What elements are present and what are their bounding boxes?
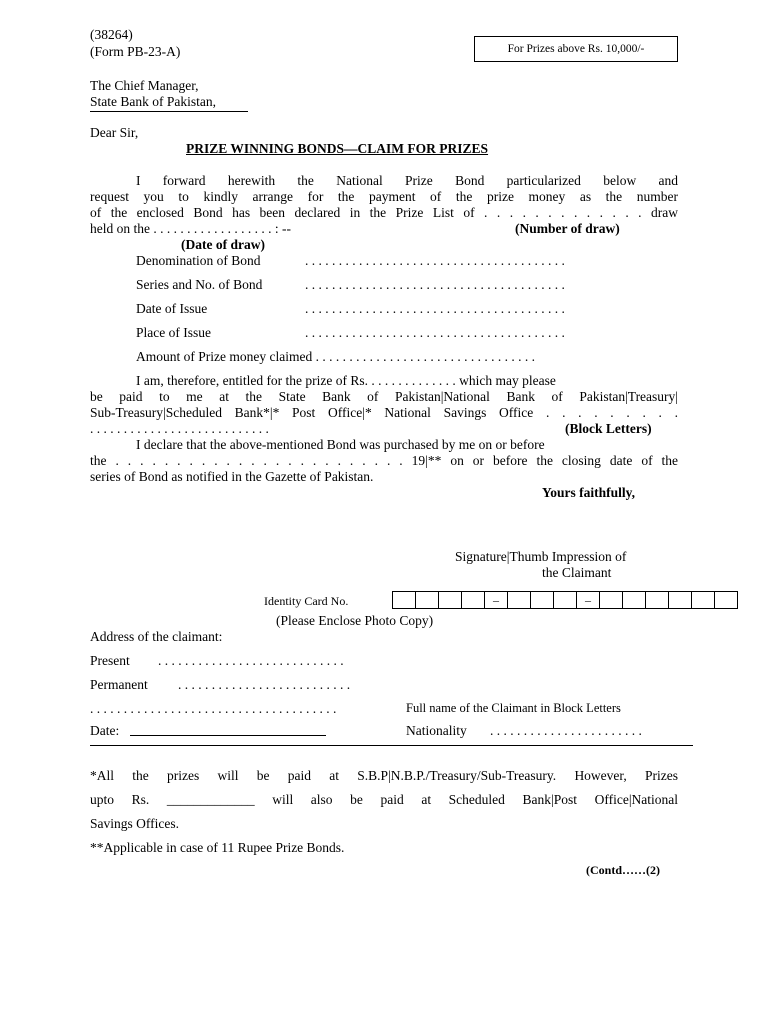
id-cell[interactable] xyxy=(530,591,554,609)
signature-claimant: the Claimant xyxy=(542,565,612,580)
present-address-label: Present xyxy=(90,653,130,668)
addressee-title: The Chief Manager, xyxy=(90,78,199,93)
id-cell[interactable] xyxy=(714,591,738,609)
field-series-label: Series and No. of Bond xyxy=(136,277,263,292)
field-amount-claimed: Amount of Prize money claimed . . . . . . . . . . . . . . . . . . . . . . . . . . . . . . . . . xyxy=(136,349,535,364)
identity-card-label: Identity Card No. xyxy=(264,594,349,608)
addressee-underline xyxy=(90,111,248,112)
footnote-line1: *All the prizes will be paid at S.B.P|N.B.P./Treasury/Sub-Treasury. However, Prizes xyxy=(90,768,679,783)
permanent-address-label: Permanent xyxy=(90,677,148,692)
field-date-issue-dots: . . . . . . . . . . . . . . . . . . . . . . . . . . . . . . . . . . . . . . . xyxy=(305,301,565,316)
nationality-field[interactable]: . . . . . . . . . . . . . . . . . . . . . . . xyxy=(490,723,642,738)
date-of-draw-label: (Date of draw) xyxy=(181,237,265,252)
field-denomination-label: Denomination of Bond xyxy=(136,253,261,268)
form-code: (Form PB-23-A) xyxy=(90,44,181,59)
para3-line3: series of Bond as notified in the Gazette of Pakistan. xyxy=(90,469,374,484)
photo-copy-note: (Please Enclose Photo Copy) xyxy=(276,613,434,628)
reference-number: (38264) xyxy=(90,27,133,42)
date-field[interactable] xyxy=(130,735,326,736)
field-place-issue-label: Place of Issue xyxy=(136,325,211,340)
address-heading: Address of the claimant: xyxy=(90,629,223,644)
para1-line2: request you to kindly arrange for the payment of the prize money as the number xyxy=(90,189,678,204)
section-divider xyxy=(90,745,693,746)
para3-line1: I declare that the above-mentioned Bond was purchased by me on or before xyxy=(136,437,545,452)
form-title: PRIZE WINNING BONDS—CLAIM FOR PRIZES xyxy=(186,141,489,156)
closing-yours-faithfully: Yours faithfully, xyxy=(542,485,636,500)
present-address-field[interactable]: . . . . . . . . . . . . . . . . . . . . . . . . . . . . xyxy=(158,653,344,668)
identity-card-input[interactable] xyxy=(392,591,738,609)
id-cell[interactable] xyxy=(599,591,623,609)
id-cell[interactable] xyxy=(415,591,439,609)
field-denomination-dots: . . . . . . . . . . . . . . . . . . . . . . . . . . . . . . . . . . . . . . . xyxy=(305,253,565,268)
para3-line2: the . . . . . . . . . . . . . . . . . . . . . . . . 19|** on or before the closing date of the xyxy=(90,453,679,468)
field-place-issue-dots: . . . . . . . . . . . . . . . . . . . . . . . . . . . . . . . . . . . . . . . xyxy=(305,325,565,340)
field-date-issue-label: Date of Issue xyxy=(136,301,208,316)
id-cell[interactable] xyxy=(691,591,715,609)
draw-held-on: held on the . . . . . . . . . . . . . . . . . . : -- xyxy=(90,221,291,236)
fullname-label: Full name of the Claimant in Block Letters xyxy=(406,701,621,715)
para1-line3: of the enclosed Bond has been declared in the Prize List of . . . . . . . . . . . . . draw xyxy=(90,205,678,220)
para2-dots: . . . . . . . . . . . . . . . . . . . . . . . . . . . xyxy=(90,421,269,436)
para2-line3: Sub-Treasury|Scheduled Bank*|* Post Office|* National Savings Office . . . . . . . . . xyxy=(90,405,678,420)
id-cell[interactable] xyxy=(668,591,692,609)
para2-line2: be paid to me at the State Bank of Pakistan|National Bank of Pakistan|Treasury| xyxy=(90,389,678,404)
signature-label: Signature|Thumb Impression of xyxy=(455,549,627,564)
number-of-draw-label: (Number of draw) xyxy=(515,221,620,236)
id-cell[interactable] xyxy=(507,591,531,609)
nationality-label: Nationality xyxy=(406,723,467,738)
para1-line1: I forward herewith the National Prize Bond particularized below and xyxy=(136,173,679,188)
id-cell[interactable] xyxy=(645,591,669,609)
prize-threshold-box: For Prizes above Rs. 10,000/- xyxy=(474,36,678,62)
field-series-dots: . . . . . . . . . . . . . . . . . . . . . . . . . . . . . . . . . . . . . . . xyxy=(305,277,565,292)
salutation: Dear Sir, xyxy=(90,125,139,140)
date-label: Date: xyxy=(90,723,120,738)
footnote-line2: upto Rs. _____________ will also be paid at Scheduled Bank|Post Office|National xyxy=(90,792,679,807)
id-cell[interactable] xyxy=(438,591,462,609)
para2-line1: I am, therefore, entitled for the prize of Rs. . . . . . . . . . . . . . which may please xyxy=(136,373,556,388)
address-extra-line[interactable]: . . . . . . . . . . . . . . . . . . . . . . . . . . . . . . . . . . . . . xyxy=(90,701,337,716)
id-cell[interactable] xyxy=(622,591,646,609)
id-separator: – xyxy=(484,591,508,609)
id-separator: – xyxy=(576,591,600,609)
block-letters-label: (Block Letters) xyxy=(565,421,652,436)
addressee-bank: State Bank of Pakistan, xyxy=(90,94,216,109)
continued-marker: (Contd……(2) xyxy=(586,863,660,877)
id-cell[interactable] xyxy=(392,591,416,609)
id-cell[interactable] xyxy=(553,591,577,609)
footnote-line3: Savings Offices. xyxy=(90,816,179,831)
footnote-line4: **Applicable in case of 11 Rupee Prize Bonds. xyxy=(90,840,345,855)
id-cell[interactable] xyxy=(461,591,485,609)
permanent-address-field[interactable]: . . . . . . . . . . . . . . . . . . . . . . . . . . xyxy=(178,677,351,692)
